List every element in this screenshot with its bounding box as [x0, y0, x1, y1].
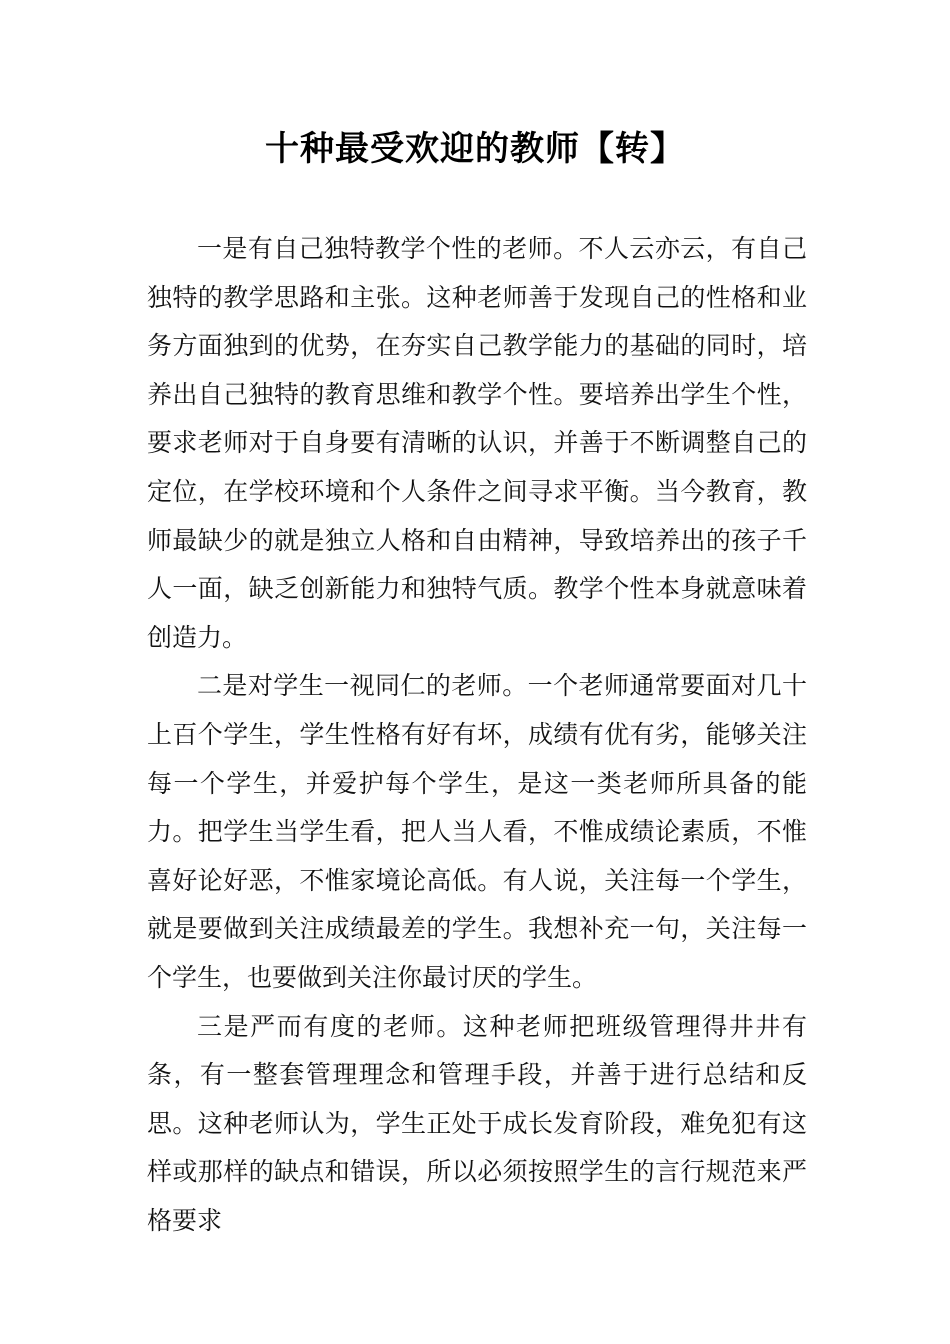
paragraph-2: 二是对学生一视同仁的老师。一个老师通常要面对几十上百个学生，学生性格有好有坏，成绩有优有劣，能够关注每一个学生，并爱护每个学生，是这一类老师所具备的能力。把学生当学生看，把人当人看，不惟成绩论素质，不惟喜好论好恶，不惟家境论高低。有人说，关注每一个学生，就是要做到关注成绩最差的学生。我想补充一句，关注每一个学生，也要做到关注你最讨厌的学生。	[147, 671, 807, 992]
document-title: 十种最受欢迎的教师【转】	[265, 129, 685, 169]
paragraph-3: 三是严而有度的老师。这种老师把班级管理得井井有条，有一整套管理理念和管理手段，并善于进行总结和反思。这种老师认为，学生正处于成长发育阶段，难免犯有这样或那样的缺点和错误，所以必须按照学生的言行规范来严格要求	[147, 1011, 807, 1235]
paragraph-1: 一是有自己独特教学个性的老师。不人云亦云，有自己独特的教学思路和主张。这种老师善于发现自己的性格和业务方面独到的优势，在夯实自己教学能力的基础的同时，培养出自己独特的教育思维和教学个性。要培养出学生个性，要求老师对于自身要有清晰的认识，并善于不断调整自己的定位，在学校环境和个人条件之间寻求平衡。当今教育，教师最缺少的就是独立人格和自由精神，导致培养出的孩子千人一面，缺乏创新能力和独特气质。教学个性本身就意味着创造力。	[147, 234, 807, 652]
document-body	[147, 225, 807, 1245]
